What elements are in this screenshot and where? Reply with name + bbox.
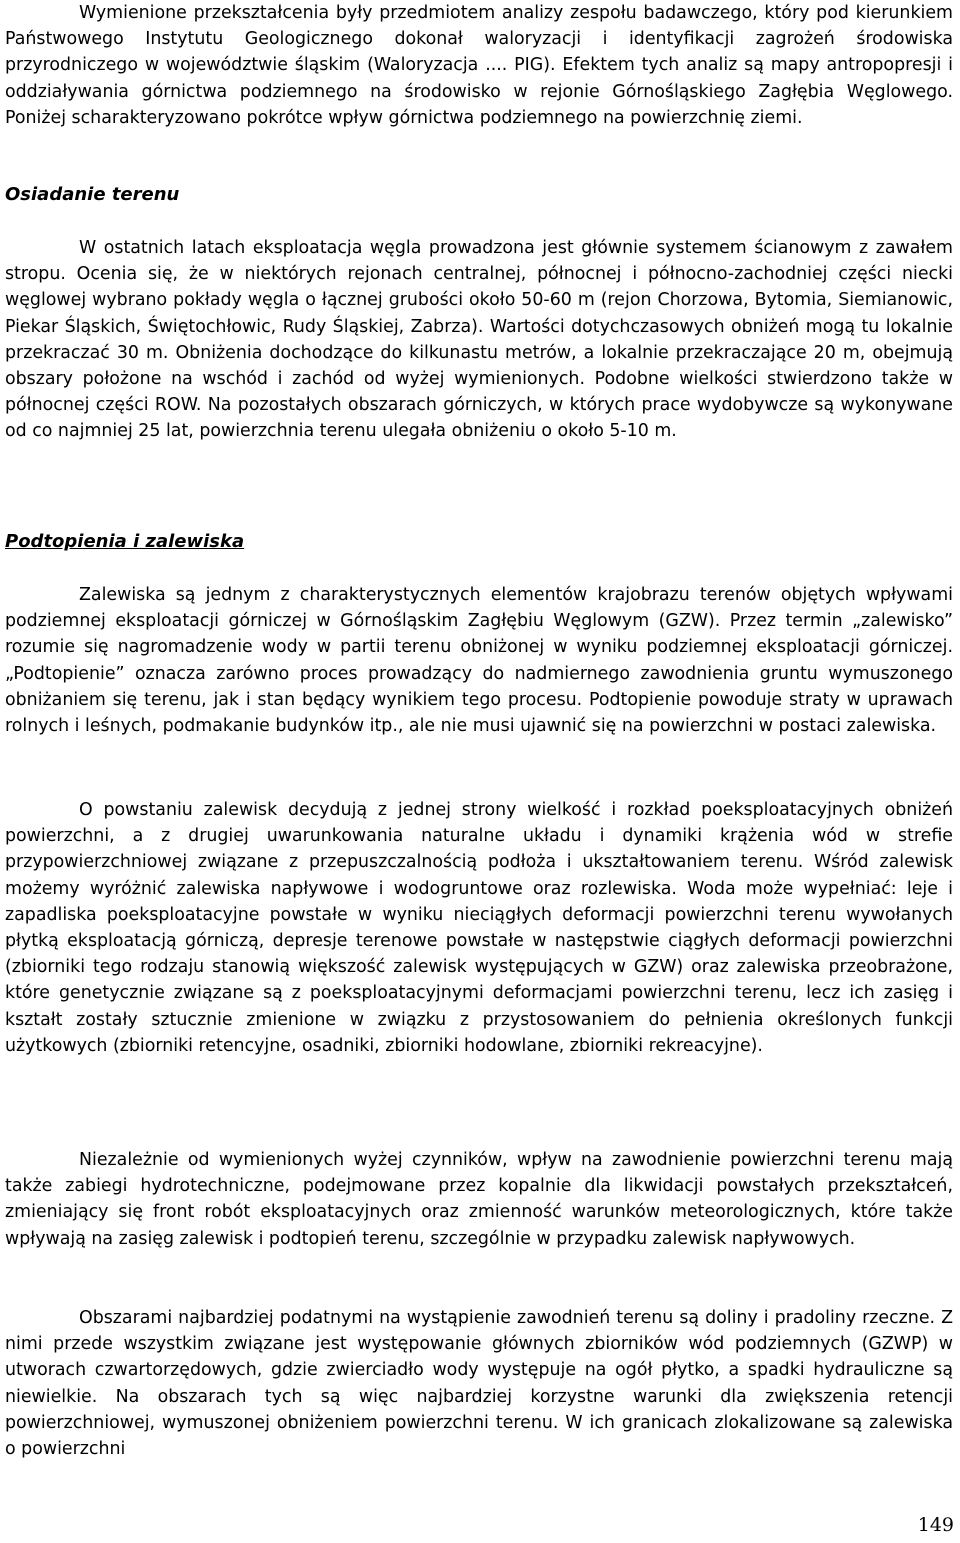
paragraph-intro: Wymienione przekształcenia były przedmiotem analizy zespołu badawczego, który pod kierunkiem Państwowego Instytutu Geologicznego dokonał waloryzacji i identyfikacji zagrożeń środowiska przyrodniczego w województwie śląskim (Waloryzacja .... PIG). Efektem tych analiz są mapy antropopresji i oddziaływania górnictwa podziemnego na środowisko w rejonie Górnośląskiego Zagłębia Węglowego. Poniżej scharakteryzowano pokrótce wpływ górnictwa podziemnego na powierzchnię ziemi. (5, 3, 953, 128)
paragraph-powstanie-zalewisk: O powstaniu zalewisk decydują z jednej strony wielkość i rozkład poeksploatacyjnych obniżeń powierzchni, a z drugiej uwarunkowania naturalne układu i dynamiki krążenia wód w strefie przypowierzchniowej związane z przepuszczalnością podłoża i ukształtowaniem terenu. Wśród zalewisk możemy wyróżnić zalewiska napływowe i wodogruntowe oraz rozlewiska. Woda może wypełniać: leje i zapadliska poeksploatacyjne powstałe w wyniku nieciągłych deformacji powierzchni terenu wywołanych płytką eksploatacją górniczą, depresje terenowe powstałe w następstwie ciągłych deformacji powierzchni (zbiorniki tego rodzaju stanowią większość zalewisk występujących w GZW) oraz zalewiska przeobrażone, które genetycznie związane są z poeksploatacyjnymi deformacjami powierzchni terenu, lecz ich zasięg i kształt zostały sztucznie zmienione w związku z przystosowaniem do pełnienia określonych funkcji użytkowych (zbiorniki retencyjne, osadniki, zbiorniki hodowlane, zbiorniki rekreacyjne). (5, 800, 953, 1056)
page-number: 149 (917, 1514, 954, 1536)
paragraph-czynniki-hydrotechniczne: Niezależnie od wymienionych wyżej czynników, wpływ na zawodnienie powierzchni terenu mają także zabiegi hydrotechniczne, podejmowane przez kopalnie dla likwidacji powstałych przekształceń, zmieniający się front robót eksploatacyjnych oraz zmienność warunków meteorologicznych, które także wpływają na zasięg zalewisk i podtopień terenu, szczególnie w przypadku zalewisk napływowych. (5, 1150, 953, 1249)
heading-osiadanie-terenu: Osiadanie terenu (5, 184, 180, 205)
paragraph-doliny-rzeczne: Obszarami najbardziej podatnymi na wystąpienie zawodnień terenu są doliny i pradoliny rzeczne. Z nimi przede wszystkim związane jest występowanie głównych zbiorników wód podziemnych (GZWP) w utworach czwartorzędowych, gdzie zwierciadło wody występuje na ogół płytko, a spadki hydrauliczne są niewielkie. Na obszarach tych są więc najbardziej korzystne warunki dla zwiększenia retencji powierzchniowej, wymuszonej obniżeniem powierzchni terenu. W ich granicach zlokalizowane są zalewiska o powierzchni (5, 1308, 953, 1460)
paragraph-osiadanie: W ostatnich latach eksploatacja węgla prowadzona jest głównie systemem ścianowym z zawałem stropu. Ocenia się, że w niektórych rejonach centralnej, północnej i północno-zachodniej części niecki węglowej wybrano pokłady węgla o łącznej grubości około 50-60 m (rejon Chorzowa, Bytomia, Siemianowic, Piekar Śląskich, Świętochłowic, Rudy Śląskiej, Zabrza). Wartości dotychczasowych obniżeń mogą tu lokalnie przekraczać 30 m. Obniżenia dochodzące do kilkunastu metrów, a lokalnie przekraczające 20 m, obejmują obszary położone na wschód i zachód od wyżej wymienionych. Podobne wielkości stwierdzono także w północnej części ROW. Na pozostałych obszarach górniczych, w których prace wydobywcze są wykonywane od co najmniej 25 lat, powierzchnia terenu ulegała obniżeniu o około 5-10 m. (5, 238, 953, 442)
paragraph-zalewiska-definicja: Zalewiska są jednym z charakterystycznych elementów krajobrazu terenów objętych wpływami podziemnej eksploatacji górniczej w Górnośląskim Zagłębiu Węglowym (GZW). Przez termin „zalewisko” rozumie się nagromadzenie wody w partii terenu obniżonej w wyniku podziemnej eksploatacji górniczej. „Podtopienie” oznacza zarówno proces prowadzący do nadmiernego zawodnienia gruntu wymuszonego obniżaniem się terenu, jak i stan będący wynikiem tego procesu. Podtopienie powoduje straty w uprawach rolnych i leśnych, podmakanie budynków itp., ale nie musi ujawnić się na powierzchni w postaci zalewiska. (5, 585, 953, 737)
heading-podtopienia-i-zalewiska: Podtopienia i zalewiska (5, 531, 245, 552)
